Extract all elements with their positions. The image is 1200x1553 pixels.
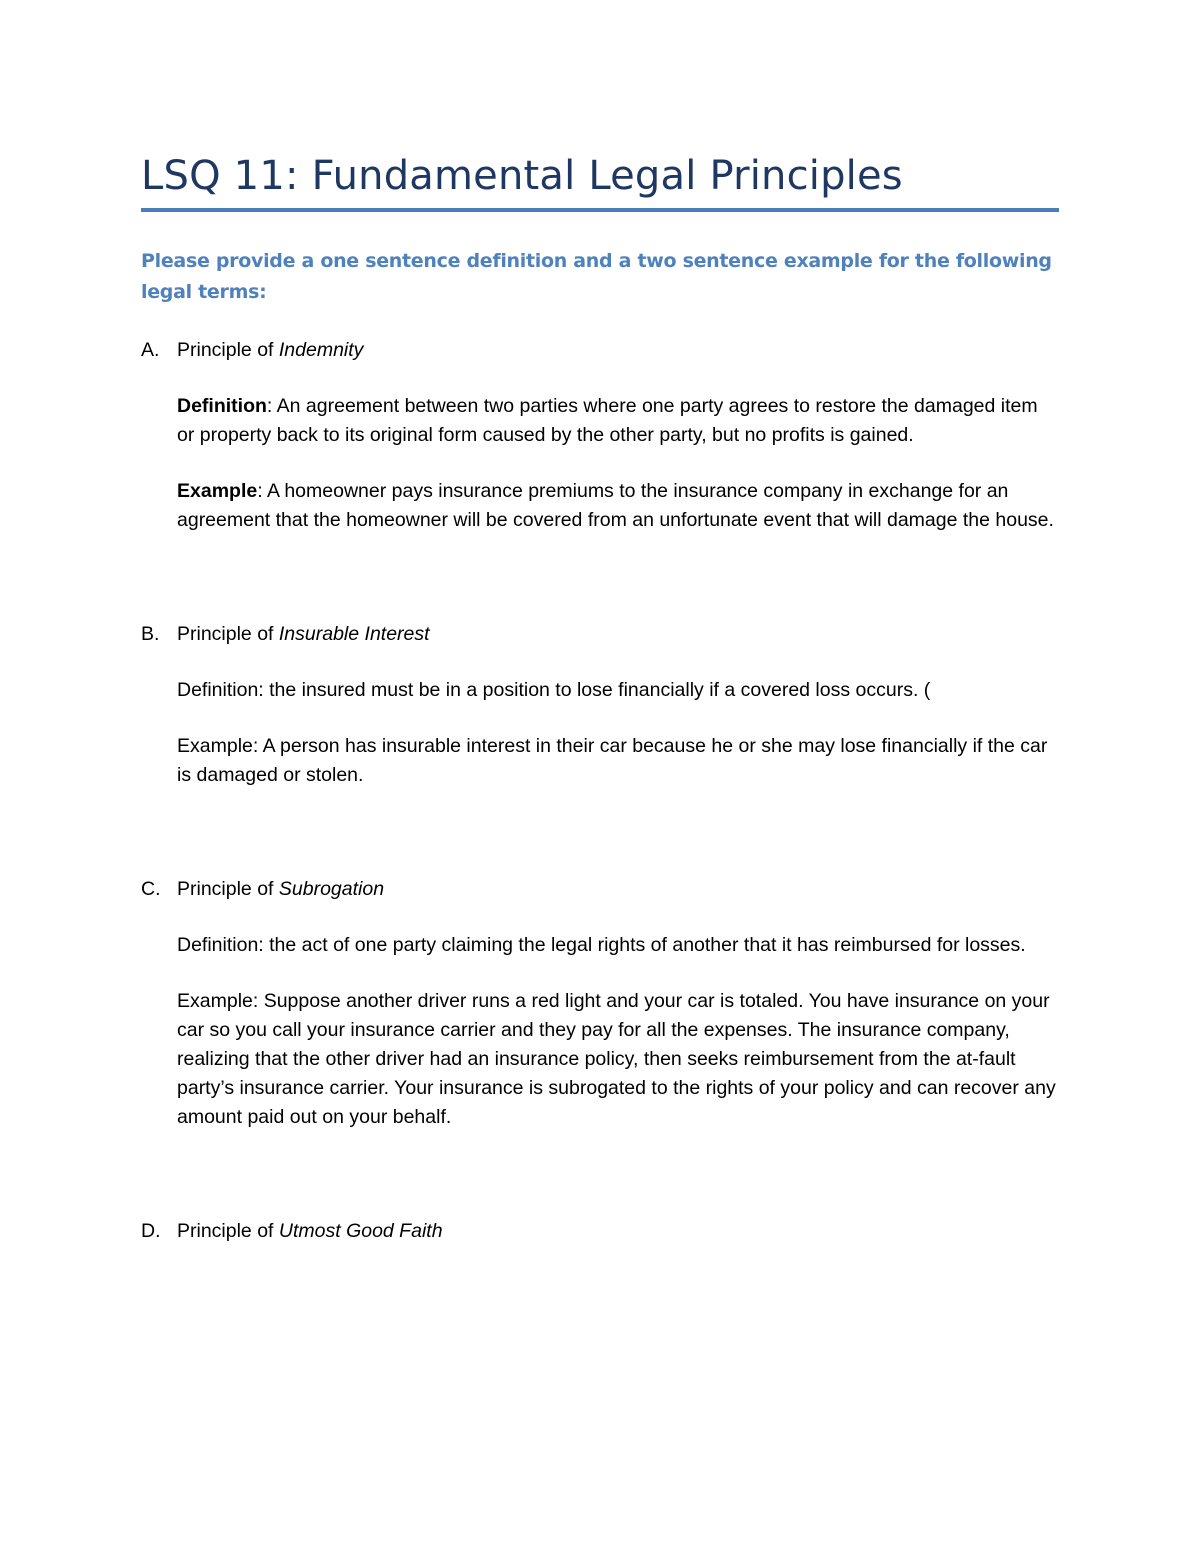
definition-paragraph: Definition: the insured must be in a position to lose financially if a covered loss occurs. ( <box>177 679 931 701</box>
example-paragraph: Example: A person has insurable interest in their car because he or she may lose financially if the car is damaged or stolen. <box>177 735 1048 786</box>
definition-text: : An agreement between two parties where one party agrees to restore the damaged item or property back to its original form caused by the other party, but no profits is gained. <box>177 395 1038 446</box>
document-page <box>141 150 1059 1246</box>
example-paragraph <box>177 477 1059 535</box>
example-label: Example <box>177 480 258 502</box>
item-letter: C. <box>141 878 161 900</box>
term-name: Insurable Interest <box>278 623 430 645</box>
term-name: Indemnity <box>278 339 364 361</box>
term-name: Subrogation <box>278 878 385 900</box>
term-item-insurable-interest <box>141 620 1059 790</box>
definition-label: Definition <box>177 395 267 417</box>
heading-prefix: Principle of <box>177 1220 279 1242</box>
heading-prefix: Principle of <box>177 623 279 645</box>
item-heading <box>177 336 1059 365</box>
item-heading <box>177 1217 1059 1246</box>
instructions-text: Please provide a one sentence definition and a two sentence example for the following legal terms: <box>141 250 1052 303</box>
example-paragraph: Example: Suppose another driver runs a red light and your car is totaled. You have insurance on your car so you call your insurance carrier and they pay for all the expenses. The insurance company, realizing that the other driver had an insurance policy, then seeks reimbursement from the at-fault party’s insurance carrier. Your insurance is subrogated to the rights of your policy and can recover any amount paid out on your behalf. <box>177 990 1056 1128</box>
definition-paragraph <box>177 392 1059 450</box>
term-item-indemnity <box>141 336 1059 535</box>
item-letter: B. <box>141 623 160 645</box>
title-underline <box>141 208 1059 212</box>
heading-prefix: Principle of <box>177 339 279 361</box>
document-title: LSQ 11: Fundamental Legal Principles <box>141 153 903 199</box>
term-item-utmost-good-faith <box>141 1217 1059 1246</box>
item-letter: D. <box>141 1220 161 1242</box>
item-letter: A. <box>141 339 160 361</box>
definition-paragraph: Definition: the act of one party claiming the legal rights of another that it has reimbursed for losses. <box>177 934 1026 956</box>
item-heading <box>177 620 1059 649</box>
term-item-subrogation <box>141 875 1059 1132</box>
term-name: Utmost Good Faith <box>278 1220 443 1242</box>
heading-prefix: Principle of <box>177 878 279 900</box>
example-text: : A homeowner pays insurance premiums to the insurance company in exchange for an agreement that the homeowner will be covered from an unfortunate event that will damage the house. <box>177 480 1054 531</box>
item-heading <box>177 875 1059 904</box>
